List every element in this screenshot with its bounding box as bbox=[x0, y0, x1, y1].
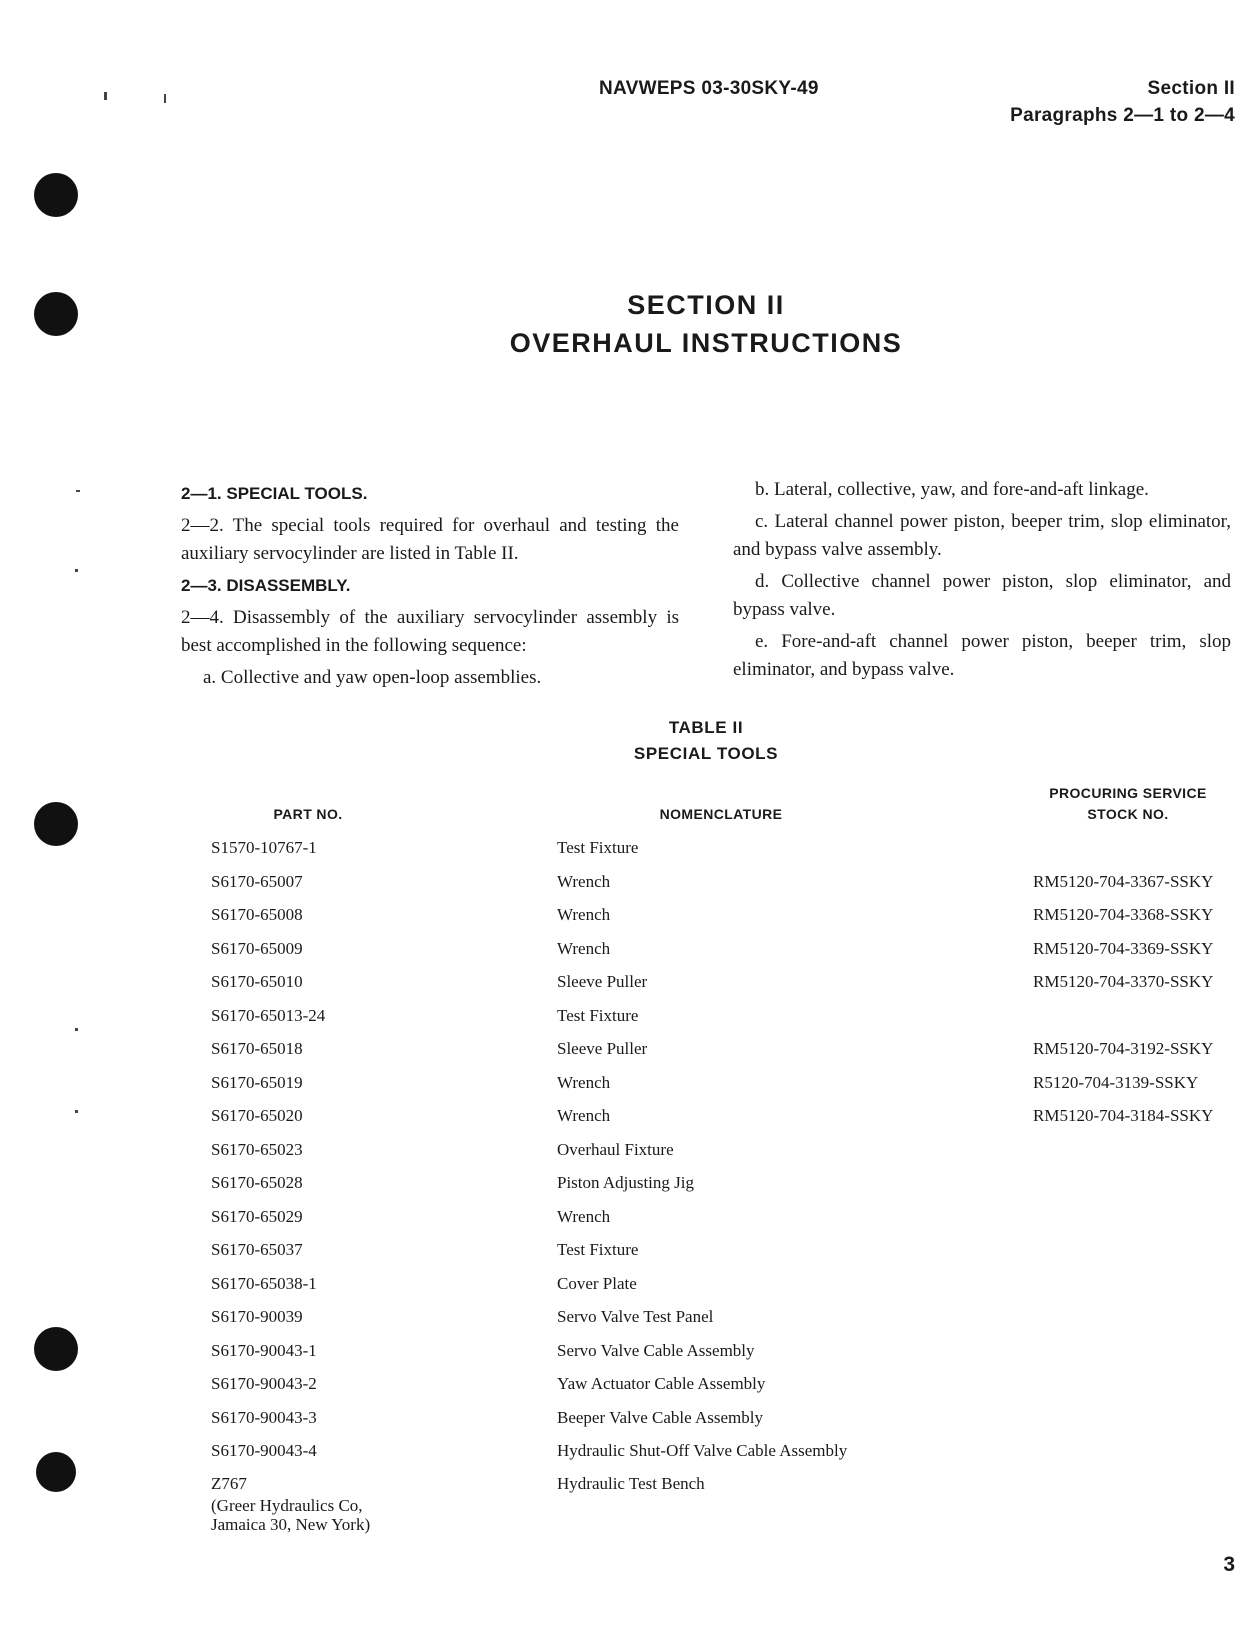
paragraph-range: Paragraphs 2—1 to 2—4 bbox=[1010, 105, 1235, 126]
section-label: Section II bbox=[1147, 78, 1235, 99]
nomenclature: Wrench bbox=[557, 1106, 611, 1125]
part-number: Z767 bbox=[211, 1474, 247, 1493]
step-c: c. Lateral channel power piston, beeper trim, slop eliminator, and bypass valve assembly. bbox=[733, 511, 1231, 560]
part-number: S6170-90043-2 bbox=[211, 1374, 317, 1393]
stock-number: RM5120-704-3370-SSKY bbox=[1033, 972, 1214, 991]
part-number: S6170-65008 bbox=[211, 905, 303, 924]
part-number: S6170-65029 bbox=[211, 1206, 303, 1226]
column-header-part-no: PART NO. bbox=[273, 806, 343, 822]
table-row bbox=[0, 1374, 1260, 1407]
nomenclature: Sleeve Puller bbox=[557, 1039, 648, 1058]
nomenclature: Piston Adjusting Jig bbox=[557, 1173, 694, 1192]
table-row bbox=[0, 939, 1260, 972]
left-column bbox=[181, 476, 679, 696]
table-subtitle: SPECIAL TOOLS bbox=[633, 744, 779, 763]
part-number: S6170-90043-4 bbox=[211, 1441, 317, 1460]
nomenclature: Yaw Actuator Cable Assembly bbox=[557, 1374, 766, 1393]
scan-mark bbox=[104, 92, 107, 100]
section-title: SECTION II bbox=[627, 290, 785, 320]
stock-number: R5120-704-3139-SSKY bbox=[1033, 1072, 1199, 1092]
nomenclature: Servo Valve Test Panel bbox=[557, 1307, 714, 1326]
table-row bbox=[0, 1341, 1260, 1374]
part-number: S6170-65023 bbox=[211, 1139, 303, 1159]
binder-hole bbox=[34, 173, 78, 217]
nomenclature: Cover Plate bbox=[557, 1273, 637, 1293]
heading-special-tools: 2—1. SPECIAL TOOLS. bbox=[181, 484, 368, 503]
nomenclature: Wrench bbox=[557, 1072, 611, 1092]
stock-number: RM5120-704-3184-SSKY bbox=[1033, 1106, 1214, 1125]
nomenclature: Wrench bbox=[557, 938, 611, 958]
table-row bbox=[0, 1106, 1260, 1139]
part-number: S6170-65013-24 bbox=[211, 1005, 326, 1025]
nomenclature: Wrench bbox=[557, 905, 611, 924]
stock-number: RM5120-704-3192-SSKY bbox=[1033, 1039, 1214, 1058]
table-row bbox=[0, 1173, 1260, 1206]
stock-number: RM5120-704-3368-SSKY bbox=[1033, 905, 1214, 924]
table-row bbox=[0, 972, 1260, 1005]
table-row bbox=[0, 1240, 1260, 1273]
scan-mark bbox=[75, 569, 78, 572]
stock-number: RM5120-704-3367-SSKY bbox=[1033, 871, 1214, 891]
scan-mark bbox=[76, 490, 80, 492]
table-row bbox=[0, 1073, 1260, 1106]
nomenclature: Sleeve Puller bbox=[557, 972, 648, 991]
part-number: S1570-10767-1 bbox=[211, 838, 317, 857]
table-row bbox=[0, 1274, 1260, 1307]
right-column bbox=[733, 476, 1231, 688]
step-b: b. Lateral, collective, yaw, and fore-and-aft linkage. bbox=[755, 479, 1149, 500]
paragraph-2-4: 2—4. Disassembly of the auxiliary servocylinder assembly is best accomplished in the following sequence: bbox=[181, 607, 679, 656]
nomenclature: Test Fixture bbox=[557, 1005, 639, 1025]
part-number: S6170-65020 bbox=[211, 1106, 303, 1125]
nomenclature: Wrench bbox=[557, 1206, 611, 1226]
section-subtitle: OVERHAUL INSTRUCTIONS bbox=[509, 328, 903, 358]
table-row bbox=[0, 1474, 1260, 1507]
document-id: NAVWEPS 03-30SKY-49 bbox=[599, 78, 819, 99]
nomenclature: Overhaul Fixture bbox=[557, 1139, 674, 1159]
nomenclature: Hydraulic Test Bench bbox=[557, 1474, 705, 1493]
heading-disassembly: 2—3. DISASSEMBLY. bbox=[181, 576, 351, 595]
table-row bbox=[0, 1408, 1260, 1441]
table-row bbox=[0, 1039, 1260, 1072]
scan-mark bbox=[164, 94, 166, 103]
table-row bbox=[0, 1140, 1260, 1173]
step-d: d. Collective channel power piston, slop eliminator, and bypass valve. bbox=[733, 571, 1231, 620]
step-a: a. Collective and yaw open-loop assemblies. bbox=[203, 667, 542, 688]
stock-number: RM5120-704-3369-SSKY bbox=[1033, 938, 1214, 958]
table-title: TABLE II bbox=[668, 718, 744, 737]
part-number: S6170-65018 bbox=[211, 1039, 303, 1058]
column-header-nomenclature: NOMENCLATURE bbox=[659, 806, 783, 822]
table-row bbox=[0, 1006, 1260, 1039]
nomenclature: Wrench bbox=[557, 871, 611, 891]
step-e: e. Fore-and-aft channel power piston, beeper trim, slop eliminator, and bypass valve. bbox=[733, 631, 1231, 680]
part-note: Jamaica 30, New York) bbox=[211, 1515, 371, 1534]
table-row bbox=[0, 1307, 1260, 1340]
nomenclature: Servo Valve Cable Assembly bbox=[557, 1340, 755, 1360]
part-note: (Greer Hydraulics Co, bbox=[211, 1496, 363, 1515]
page-number: 3 bbox=[1223, 1553, 1235, 1576]
part-number: S6170-90043-3 bbox=[211, 1407, 317, 1427]
part-number: S6170-65009 bbox=[211, 938, 303, 958]
nomenclature: Beeper Valve Cable Assembly bbox=[557, 1407, 764, 1427]
part-number: S6170-90039 bbox=[211, 1307, 303, 1326]
table-row bbox=[0, 872, 1260, 905]
nomenclature: Test Fixture bbox=[557, 1240, 639, 1259]
column-header-stock-line1: PROCURING SERVICE bbox=[1049, 785, 1207, 801]
table-row bbox=[0, 905, 1260, 938]
part-number: S6170-65010 bbox=[211, 972, 303, 991]
part-number: S6170-65019 bbox=[211, 1072, 303, 1092]
table-row bbox=[0, 1207, 1260, 1240]
column-header-stock-line2: STOCK NO. bbox=[1087, 806, 1169, 822]
table-row bbox=[0, 1441, 1260, 1474]
part-number: S6170-65037 bbox=[211, 1240, 303, 1259]
paragraph-2-2: 2—2. The special tools required for overhaul and testing the auxiliary servocylinder are listed in Table II. bbox=[181, 515, 679, 564]
part-number: S6170-65007 bbox=[211, 871, 303, 891]
part-number: S6170-65038-1 bbox=[211, 1273, 317, 1293]
nomenclature: Test Fixture bbox=[557, 838, 639, 857]
part-number: S6170-90043-1 bbox=[211, 1340, 317, 1360]
table-row bbox=[0, 838, 1260, 871]
part-number: S6170-65028 bbox=[211, 1173, 303, 1192]
nomenclature: Hydraulic Shut-Off Valve Cable Assembly bbox=[557, 1441, 848, 1460]
